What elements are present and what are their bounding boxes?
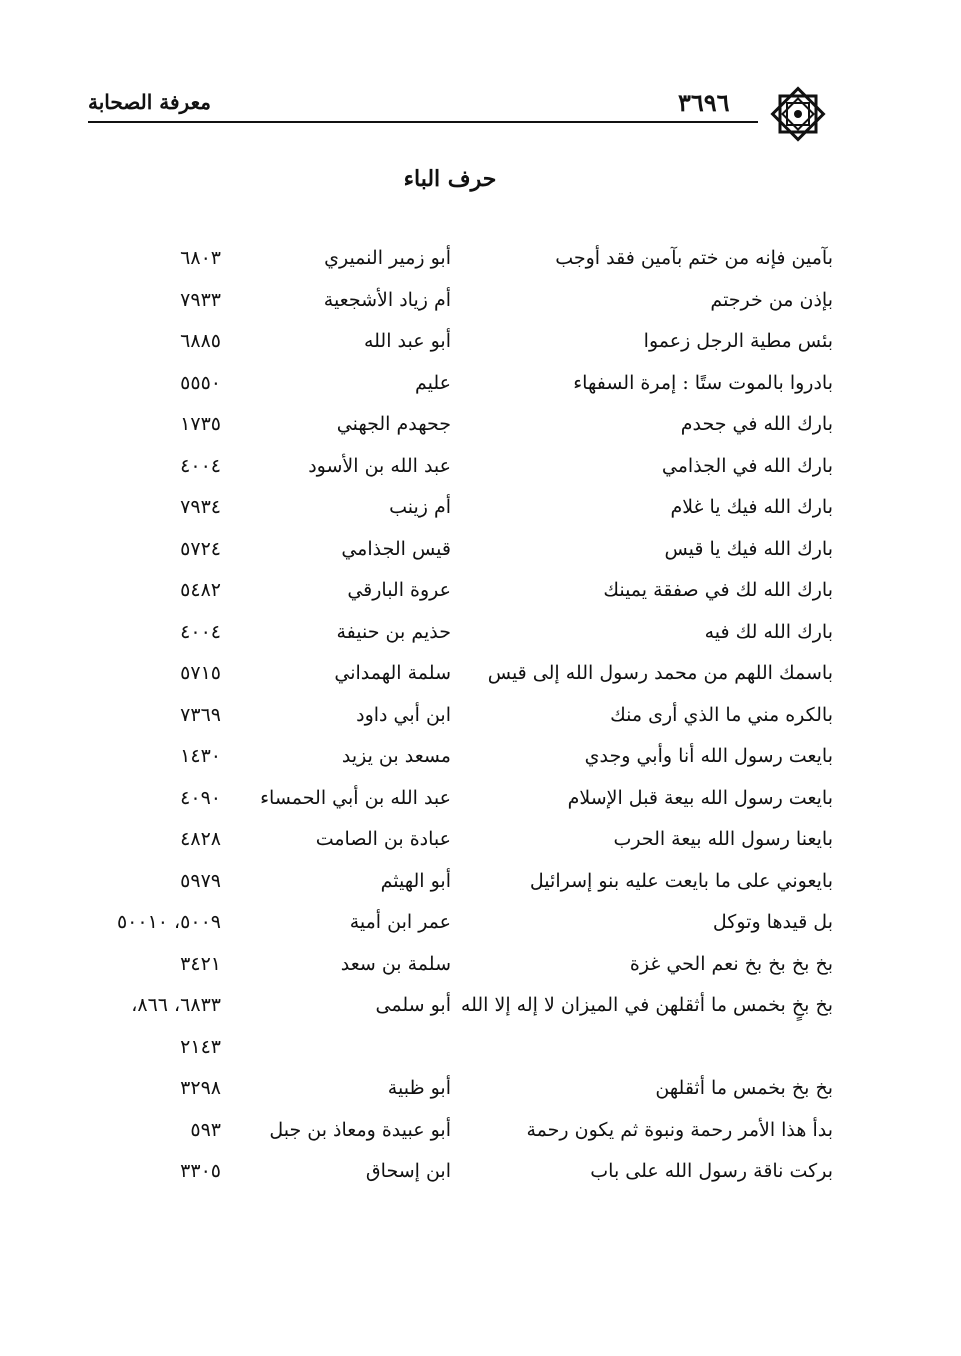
hadith-text: بارك الله فيك يا غلام [670, 496, 833, 518]
index-row [0, 1153, 961, 1195]
narrator-name: ابن إسحاق [365, 1160, 451, 1182]
hadith-number: ٤٠٠٤ [180, 454, 221, 477]
hadith-number: ٤٠٩٠ [180, 786, 221, 809]
index-row [0, 946, 961, 988]
index-row [0, 489, 961, 531]
hadith-text: بخ بخٍ بخمس ما أثقلهن في الميزان لا إله إلا الله [460, 994, 833, 1016]
narrator-name: أبو الهيثم [380, 869, 451, 892]
hadith-number: ٤٠٠٤ [180, 620, 221, 643]
index-row [0, 448, 961, 490]
hadith-text: بارك الله في الجذامي [661, 454, 833, 477]
index-row [0, 365, 961, 407]
hadith-number: ٣٣٠٥ [180, 1160, 221, 1182]
index-row [0, 655, 961, 697]
narrator-name: حذيم بن حنيفة [336, 620, 451, 643]
hadith-text: بآمين فإنه من ختم بآمين فقد أوجب [555, 247, 833, 269]
narrator-name: عبد الله بن أبي الحمساء [260, 786, 451, 809]
hadith-text: بدأ هذا الأمر رحمة ونبوة ثم يكون رحمة [526, 1118, 833, 1141]
hadith-number: ٧٣٦٩ [180, 703, 221, 726]
narrator-name: أبو زمير النميري [324, 247, 451, 269]
narrator-name: أم زياد الأشجعية [323, 288, 451, 311]
index-row [0, 1070, 961, 1112]
narrator-name: مسعد بن يزيد [341, 745, 451, 767]
header-rule [88, 121, 758, 123]
narrator-name: عروة البارقي [347, 579, 451, 601]
page-header [88, 78, 833, 148]
narrator-name: أم زينب [389, 496, 451, 518]
hadith-text: بارك الله فيك يا قيس [664, 537, 833, 560]
hadith-number: ٥٥٥٠ [180, 371, 221, 394]
page-number: ٣٦٩٦ [678, 88, 730, 117]
hadith-text: باسمك اللهم من محمد رسول الله إلى قيس [487, 662, 833, 684]
narrator-name: عبادة بن الصامت [315, 828, 451, 850]
index-row [0, 282, 961, 324]
index-row [0, 1112, 961, 1154]
hadith-number: ٦٨٠٣ [180, 247, 221, 269]
hadith-text: بارك الله في جحدم [680, 413, 833, 435]
hadith-number: ٥٠٠٩، ٥٠٠١٠ [116, 911, 221, 933]
narrator-name: قيس الجذامي [341, 537, 451, 560]
index-row [0, 738, 961, 780]
hadith-number: ٢١٤٣ [180, 1035, 221, 1058]
hadith-number: ٥٤٨٢ [180, 579, 221, 601]
narrator-name: ابن أبي داود [356, 703, 451, 726]
index-row [0, 240, 961, 282]
hadith-text: بخ بخ بخمس ما أثقلهن [655, 1077, 833, 1099]
hadith-text: بل قيدها وتوكل [712, 911, 833, 933]
hadith-text: بايعت رسول الله أنا وأبي وجدي [584, 745, 833, 767]
narrator-name: سلمة الهمداني [334, 662, 451, 684]
index-row [0, 572, 961, 614]
index-row [0, 863, 961, 905]
index-row [0, 323, 961, 365]
hadith-number: ٦٨٨٥ [180, 330, 221, 352]
hadith-number: ٣٢٩٨ [180, 1077, 221, 1099]
hadith-text: بارك الله لك في صفقة يمينك [603, 579, 833, 601]
hadith-number: ٦٨٣٣، ٨٦٦، [131, 994, 221, 1016]
hadith-number: ٧٩٣٤ [180, 496, 221, 518]
hadith-text: بايعوني على ما بايعت عليه بنو إسرائيل [529, 869, 833, 892]
hadith-text: بارك الله لك فيه [704, 620, 833, 643]
index-row [0, 987, 961, 1029]
hadith-number: ٧٩٣٣ [180, 288, 221, 311]
narrator-name: عمر ابن أمية [349, 911, 451, 933]
narrator-name: أبو عبد الله [363, 330, 451, 352]
hadith-text: بادروا بالموت ستًا : إمرة السفهاء [573, 371, 833, 394]
hadith-number: ٥٩٣ [190, 1118, 221, 1141]
index-row [0, 1029, 961, 1071]
hadith-number: ١٧٣٥ [180, 413, 221, 435]
hadith-number: ٥٧٢٤ [180, 537, 221, 560]
narrator-name: عليم [414, 371, 451, 394]
index-table [0, 240, 961, 1195]
narrator-name: أبو سلمى [375, 994, 451, 1016]
octagram-ornament-icon [768, 84, 828, 144]
hadith-text: بايعت رسول الله بيعة قبل الإسلام [567, 786, 833, 809]
index-row [0, 406, 961, 448]
index-row [0, 780, 961, 822]
index-row [0, 904, 961, 946]
narrator-name: سلمة بن سعد [340, 952, 451, 975]
index-row [0, 697, 961, 739]
book-title: معرفة الصحابة [88, 90, 211, 114]
narrator-name: عبد الله بن الأسود [308, 454, 451, 477]
narrator-name: أبو عبيدة ومعاذ بن جبل [269, 1118, 451, 1141]
hadith-text: بركت ناقة رسول الله على باب [590, 1160, 833, 1182]
hadith-text: بخ بخ بخ بخ نعم الحي غزة [629, 952, 833, 975]
narrator-name: أبو ظبية [387, 1077, 451, 1099]
hadith-text: بالكره مني ما الذي أرى منك [610, 703, 833, 726]
index-row [0, 614, 961, 656]
index-row [0, 821, 961, 863]
hadith-number: ٥٩٧٩ [180, 869, 221, 892]
hadith-number: ١٤٣٠ [180, 745, 221, 767]
hadith-number: ٤٨٢٨ [180, 828, 221, 850]
hadith-text: بئس مطية الرجل زعموا [643, 330, 833, 352]
hadith-number: ٣٤٢١ [180, 952, 221, 975]
section-title: حرف الباء [403, 166, 497, 192]
hadith-number: ٥٧١٥ [180, 662, 221, 684]
index-row [0, 531, 961, 573]
hadith-text: بايعنا رسول الله بيعة الحرب [613, 828, 833, 850]
hadith-text: بإذن من خرجتم [710, 288, 833, 311]
narrator-name: جحهدم الجهني [336, 413, 451, 435]
